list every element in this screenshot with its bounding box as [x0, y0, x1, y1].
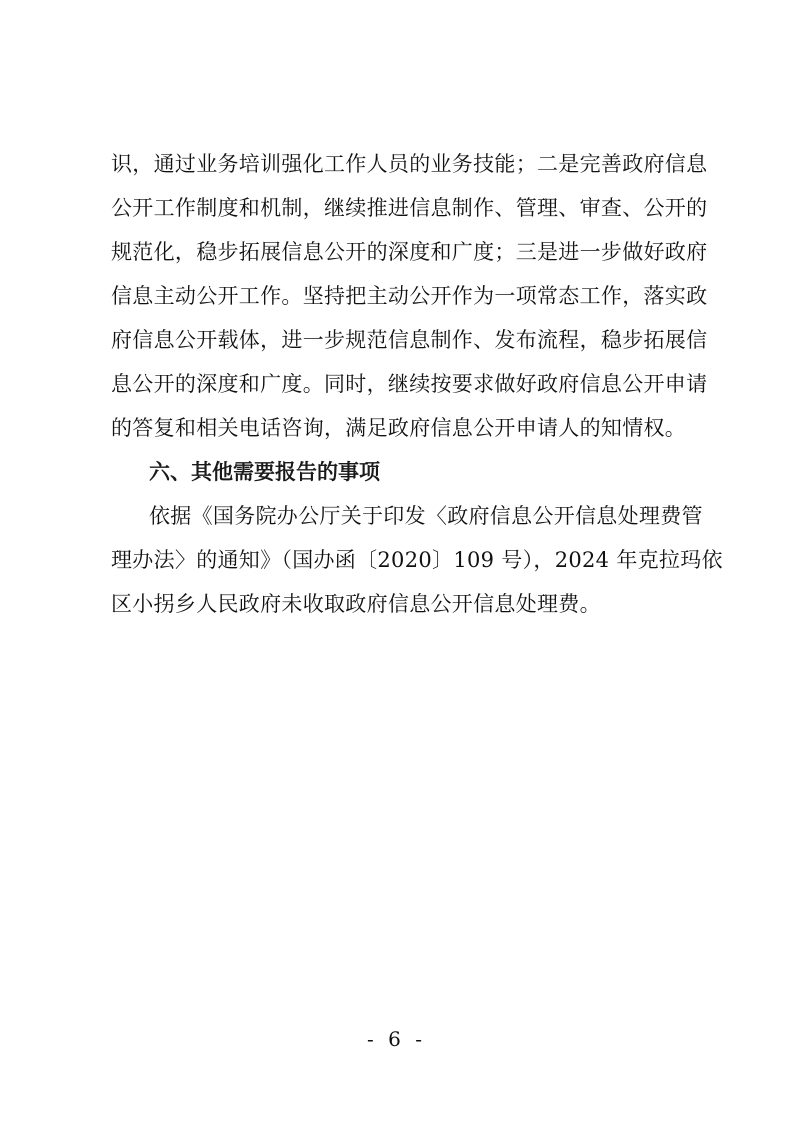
paragraph-line: 公开工作制度和机制，继续推进信息制作、管理、审查、公开的 [111, 196, 708, 220]
document-body [111, 142, 723, 626]
paragraph-line: 理办法〉的通知》（国办函〔2020〕109 号），2024 年克拉玛依 [111, 548, 723, 572]
section-heading: 六、其他需要报告的事项 [149, 460, 380, 484]
paragraph-line: 信息主动公开工作。坚持把主动公开作为一项常态工作，落实政 [111, 284, 708, 308]
paragraph-line: 规范化，稳步拓展信息公开的深度和广度；三是进一步做好政府 [111, 240, 708, 264]
paragraph-line: 区小拐乡人民政府未收取政府信息公开信息处理费。 [111, 592, 601, 616]
paragraph-line: 依据《国务院办公厅关于印发〈政府信息公开信息处理费管 [149, 504, 703, 528]
paragraph-line: 府信息公开载体，进一步规范信息制作、发布流程，稳步拓展信 [111, 328, 708, 352]
page-number: - 6 - [367, 1027, 426, 1051]
paragraph-line: 的答复和相关电话咨询，满足政府信息公开申请人的知情权。 [111, 416, 687, 440]
paragraph-line: 识，通过业务培训强化工作人员的业务技能；二是完善政府信息 [111, 152, 708, 176]
paragraph-line: 息公开的深度和广度。同时，继续按要求做好政府信息公开申请 [111, 372, 708, 396]
